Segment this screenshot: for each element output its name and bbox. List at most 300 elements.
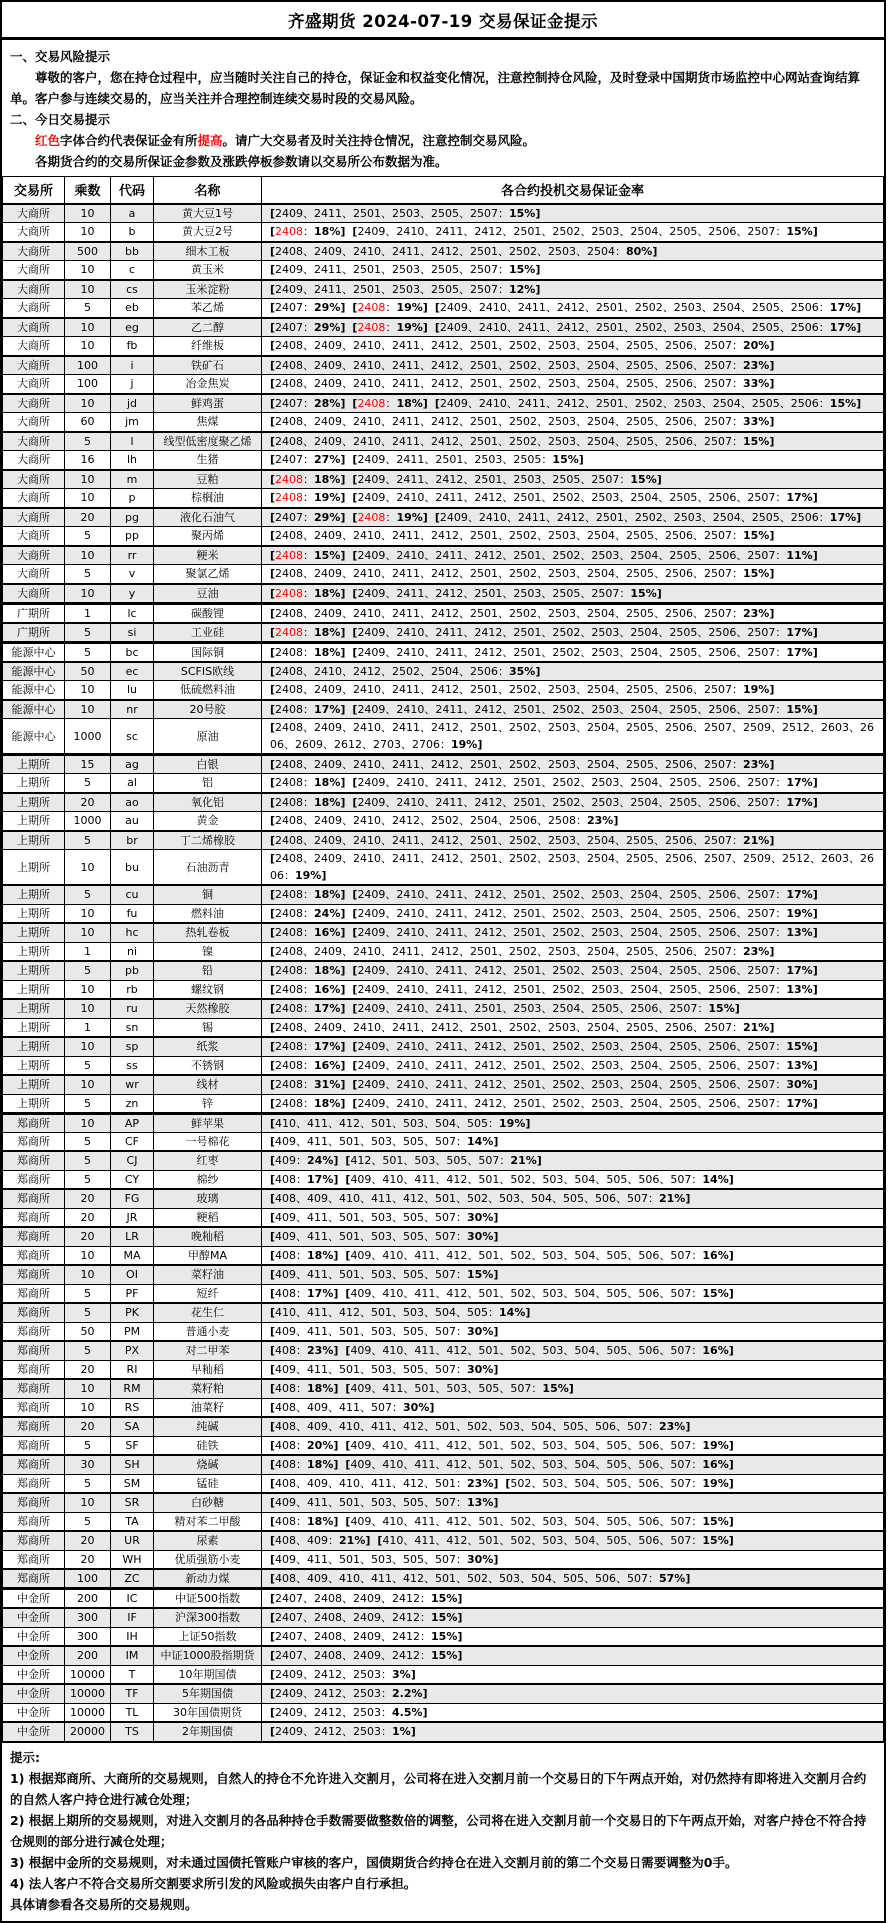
- margin-rate-cell: [262, 451, 884, 470]
- contract-list: 2408、2409、2410、2411、2412、2501、2502、2503、2504、2505、2506、2507: [275, 529, 732, 543]
- table-row: [3, 527, 884, 546]
- code-cell: CJ: [111, 1151, 154, 1170]
- contract-list: 410、411、412、501、503、504、505: [275, 1306, 489, 1320]
- code-cell: zn: [111, 1094, 154, 1113]
- margin-rate-value: 23%: [742, 358, 770, 372]
- name-cell: 氧化铝: [154, 793, 262, 812]
- table-row: [3, 662, 884, 681]
- contract-group: [2408：17%]: [270, 1040, 346, 1054]
- code-cell: CF: [111, 1132, 154, 1151]
- exchange-cell: 上期所: [3, 774, 65, 793]
- contract-group: [2408、2409、2410、2411、2412、2501、2502、2503、2504、2505、2506、2507、2509、2512、2603、2606：19%]: [270, 852, 874, 882]
- code-cell: MA: [111, 1246, 154, 1265]
- exchange-cell: 中金所: [3, 1684, 65, 1703]
- margin-rate-cell: [262, 1284, 884, 1303]
- contract-group: [2408、2409、2410、2411、2412、2501、2502、2503、2504：80%]: [270, 244, 658, 258]
- contract-group: [2408：18%]: [270, 225, 346, 239]
- contract-list: 2409、2412、2503: [275, 1667, 382, 1681]
- margin-rate-value: 28%: [314, 396, 341, 410]
- margin-rate-value: 31%: [314, 1078, 341, 1092]
- multiplier-cell: 100: [65, 375, 111, 394]
- margin-rate-value: 13%: [786, 926, 813, 940]
- contract-group: [2408、2409、2410、2411、2412、2501、2502、2503、2504、2505、2506、2507、2509、2512、2603、2606、2609、2612、2703、2706：19%]: [270, 721, 874, 751]
- contract-group: [408：18%]: [270, 1514, 339, 1528]
- margin-rate-value: 19%: [396, 510, 423, 524]
- contract-group: [408、409、410、411、412、501、502、503、504、505、506、507：57%]: [270, 1572, 691, 1585]
- margin-rate-value: 17%: [786, 964, 813, 978]
- code-cell: ss: [111, 1056, 154, 1075]
- contract-list: 2409、2411、2412、2501、2503、2505、2507: [357, 472, 620, 486]
- contract-group: [409、410、411、412、501、502、503、504、505、506、507：16%]: [345, 1248, 734, 1262]
- exchange-cell: 上期所: [3, 904, 65, 923]
- code-cell: IH: [111, 1627, 154, 1646]
- name-cell: 油菜籽: [154, 1398, 262, 1417]
- exchange-cell: 郑商所: [3, 1170, 65, 1189]
- contract-list: 2409、2411、2501、2503、2505、2507: [275, 206, 498, 220]
- code-cell: IC: [111, 1589, 154, 1609]
- contract-group: [2407、2408、2409、2412：15%]: [270, 1592, 463, 1605]
- contract-group: [2408、2409、2410、2411、2412、2501、2502、2503、2504、2505、2506、2507：15%]: [270, 434, 775, 448]
- multiplier-cell: 5: [65, 831, 111, 850]
- table-row: [3, 1436, 884, 1455]
- code-cell: sp: [111, 1037, 154, 1056]
- name-cell: 甲醇MA: [154, 1246, 262, 1265]
- name-cell: 中证500指数: [154, 1589, 262, 1609]
- contract-list: 2408、2409、2410、2411、2412、2501、2502、2503、2504、2505、2506、2507: [275, 833, 732, 847]
- margin-rate-cell: [262, 980, 884, 999]
- margin-rate-value: 30%: [467, 1552, 494, 1566]
- margin-rate-value: 21%: [742, 833, 770, 847]
- code-cell: nr: [111, 700, 154, 719]
- margin-rate-value: 16%: [702, 1458, 729, 1472]
- exchange-cell: 大商所: [3, 546, 65, 565]
- margin-rate-cell: [262, 1569, 884, 1589]
- margin-rate-cell: [262, 1512, 884, 1531]
- multiplier-cell: 10: [65, 546, 111, 565]
- contract-list: 2407、2408、2409、2412: [275, 1629, 421, 1643]
- margin-rate-value: 14%: [702, 1172, 729, 1186]
- contract-list: 2407、2408、2409、2412: [275, 1592, 421, 1605]
- margin-rate-cell: [262, 904, 884, 923]
- contract-list: 2408、2409、2410、2411、2412、2501、2502、2503、2504、2505、2506、2507: [275, 339, 732, 353]
- code-cell: bu: [111, 850, 154, 886]
- code-cell: SF: [111, 1436, 154, 1455]
- margin-rate-cell: [262, 318, 884, 337]
- table-row: [3, 1189, 884, 1208]
- contract-group: [2408、2409、2410、2412、2502、2504、2506、2508：23%]: [270, 814, 619, 828]
- contract-list: 2409、2410、2411、2412、2501、2502、2503、2504、2505、2506: [439, 510, 819, 524]
- table-row: [3, 1493, 884, 1512]
- exchange-cell: 大商所: [3, 223, 65, 242]
- margin-rate-value: 15%: [467, 1268, 494, 1282]
- exchange-cell: 大商所: [3, 432, 65, 451]
- contract-group: [2409、2410、2411、2412、2501、2502、2503、2504、2505、2506、2507：17%]: [352, 964, 818, 978]
- code-cell: PX: [111, 1341, 154, 1360]
- multiplier-cell: 5: [65, 1151, 111, 1170]
- margin-rate-cell: [262, 1056, 884, 1075]
- contract-list: 408、409: [275, 1534, 329, 1548]
- table-row: [3, 1379, 884, 1398]
- table-row: [3, 242, 884, 261]
- margin-rate-value: 15%: [431, 1629, 458, 1643]
- multiplier-cell: 10: [65, 223, 111, 242]
- contract-list: 412、501、503、505、507: [350, 1154, 500, 1168]
- contract-group: [2409、2412、2503：1%]: [270, 1725, 416, 1739]
- margin-rate-cell: [262, 261, 884, 280]
- contract-list: 410、411、412、501、502、503、504、505、506、507: [382, 1534, 692, 1548]
- note-line: 4) 法人客户不符合交易所交割要求所引发的风险或损失由客户自行承担。: [10, 1875, 417, 1891]
- margin-rate-cell: [262, 489, 884, 508]
- margin-rate-value: 19%: [295, 869, 322, 882]
- raised-margin-contract: 2408: [275, 472, 304, 486]
- exchange-cell: 郑商所: [3, 1398, 65, 1417]
- margin-rate-cell: [262, 1436, 884, 1455]
- margin-rate-value: 18%: [314, 776, 341, 790]
- margin-rate-value: 21%: [658, 1192, 686, 1206]
- code-cell: cu: [111, 885, 154, 904]
- col-header-name: 名称: [154, 177, 262, 204]
- margin-rate-cell: [262, 1703, 884, 1722]
- table-row: [3, 432, 884, 451]
- contract-group: [2409、2411、2501、2503、2505：15%]: [352, 453, 584, 467]
- margin-rate-cell: [262, 1303, 884, 1322]
- multiplier-cell: 20: [65, 1360, 111, 1379]
- col-header-exchange: 交易所: [3, 177, 65, 204]
- multiplier-cell: 10: [65, 1037, 111, 1056]
- code-cell: RS: [111, 1398, 154, 1417]
- exchange-cell: 郑商所: [3, 1303, 65, 1322]
- contract-group: [409、411、501、503、505、507：30%]: [270, 1362, 499, 1376]
- intro-red-text: 红色: [35, 133, 61, 148]
- contract-group: [2409、2410、2411、2412、2501、2502、2503、2504、2505、2506、2507：30%]: [352, 1078, 818, 1092]
- margin-rate-value: 15%: [829, 396, 857, 410]
- table-row: [3, 1455, 884, 1474]
- margin-rate-value: 30%: [467, 1210, 494, 1224]
- name-cell: 细木工板: [154, 242, 262, 261]
- code-cell: CY: [111, 1170, 154, 1189]
- margin-rate-value: 18%: [314, 888, 341, 902]
- exchange-cell: 郑商所: [3, 1151, 65, 1170]
- name-cell: 红枣: [154, 1151, 262, 1170]
- table-row: [3, 356, 884, 375]
- contract-list: 2409、2410、2411、2412、2501、2502、2503、2504、2505、2506、2507: [357, 1078, 776, 1092]
- code-cell: lc: [111, 603, 154, 623]
- contract-list: 409、411、501、503、505、507: [275, 1362, 457, 1376]
- name-cell: 黄玉米: [154, 261, 262, 280]
- multiplier-cell: 20: [65, 1227, 111, 1246]
- contract-group: [2409、2410、2411、2412、2501、2502、2503、2504、2505、2506：15%]: [434, 396, 862, 410]
- margin-rate-value: 15%: [314, 548, 341, 562]
- page-title: 齐盛期货 2024-07-19 交易保证金提示: [2, 2, 884, 40]
- code-cell: IF: [111, 1608, 154, 1627]
- code-cell: v: [111, 565, 154, 584]
- margin-rate-value: 15%: [542, 1382, 569, 1396]
- contract-group: [2408：18%]: [270, 1096, 346, 1110]
- margin-rate-value: 15%: [431, 1592, 458, 1605]
- contract-list: 408: [275, 1514, 297, 1528]
- contract-list: 2409、2411、2501、2503、2505、2507: [275, 263, 498, 277]
- margin-rate-value: 17%: [829, 301, 857, 315]
- contract-group: [408：17%]: [270, 1172, 339, 1186]
- contract-list: 2409、2410、2411、2412、2501、2502、2503、2504、2505、2506、2507: [357, 906, 776, 920]
- exchange-cell: 上期所: [3, 812, 65, 831]
- name-cell: 棉纱: [154, 1170, 262, 1189]
- contract-group: [2407、2408、2409、2412：15%]: [270, 1649, 463, 1663]
- code-cell: bc: [111, 642, 154, 662]
- contract-list: 2408、2409、2410、2411、2412、2501、2502、2503、2504、2505、2506、2507、2509、2512、2603、2606、2609、2612、2703、2706: [270, 721, 874, 751]
- multiplier-cell: 10: [65, 261, 111, 280]
- table-row: [3, 681, 884, 700]
- table-row: [3, 1417, 884, 1436]
- margin-rate-value: 33%: [742, 415, 770, 429]
- contract-group: [2407、2408、2409、2412：15%]: [270, 1611, 463, 1625]
- contract-group: [2408：16%]: [270, 1058, 346, 1072]
- table-row: [3, 413, 884, 432]
- margin-rate-value: 14%: [499, 1306, 526, 1320]
- contract-list: 409、410、411、412、501、502、503、504、505、506、507: [350, 1248, 692, 1262]
- multiplier-cell: 10: [65, 470, 111, 489]
- contract-group: [409、411、501、503、505、507：30%]: [270, 1230, 499, 1244]
- multiplier-cell: 60: [65, 413, 111, 432]
- margin-rate-value: 29%: [314, 301, 341, 315]
- multiplier-cell: 5: [65, 1436, 111, 1455]
- multiplier-cell: 50: [65, 1322, 111, 1341]
- margin-rate-value: 21%: [510, 1154, 537, 1168]
- multiplier-cell: 20: [65, 508, 111, 527]
- table-row: [3, 261, 884, 280]
- multiplier-cell: 10: [65, 1379, 111, 1398]
- raised-margin-contract: 2408: [357, 320, 386, 334]
- name-cell: 晚籼稻: [154, 1227, 262, 1246]
- margin-rate-value: 19%: [786, 906, 813, 920]
- margin-rate-cell: [262, 1417, 884, 1436]
- margin-rate-cell: [262, 394, 884, 413]
- exchange-cell: 大商所: [3, 470, 65, 489]
- raised-margin-contract: 2408: [275, 225, 304, 239]
- contract-group: [2408：18%]: [270, 472, 346, 486]
- code-cell: jm: [111, 413, 154, 432]
- table-row: [3, 700, 884, 719]
- code-cell: cs: [111, 280, 154, 299]
- margin-rate-value: 18%: [314, 586, 341, 600]
- contract-list: 2408: [275, 645, 304, 659]
- name-cell: 白银: [154, 755, 262, 774]
- code-cell: ao: [111, 793, 154, 812]
- table-row: [3, 204, 884, 223]
- margin-rate-cell: [262, 204, 884, 223]
- name-cell: 粳稻: [154, 1208, 262, 1227]
- margin-rate-value: 30%: [403, 1400, 430, 1414]
- code-cell: ru: [111, 999, 154, 1018]
- contract-list: 409、411、501、503、505、507: [275, 1324, 457, 1338]
- multiplier-cell: 10: [65, 850, 111, 886]
- table-row: [3, 1627, 884, 1646]
- exchange-cell: 上期所: [3, 942, 65, 961]
- contract-list: 2408: [275, 1096, 304, 1110]
- exchange-cell: 广期所: [3, 623, 65, 643]
- exchange-cell: 能源中心: [3, 719, 65, 755]
- contract-list: 409、410、411、412、501、502、503、504、505、506、507: [350, 1514, 692, 1528]
- exchange-cell: 广期所: [3, 603, 65, 623]
- margin-rate-value: 18%: [314, 225, 341, 239]
- name-cell: 国际铜: [154, 642, 262, 662]
- contract-list: 410、411、412、501、503、504、505: [275, 1116, 489, 1130]
- code-cell: OI: [111, 1265, 154, 1284]
- contract-list: 409、411、501、503、505、507: [275, 1134, 457, 1148]
- intro-text: 一、交易风险提示: [10, 49, 111, 64]
- contract-group: [2409、2410、2411、2412、2501、2502、2503、2504、2505、2506、2507：13%]: [352, 926, 818, 940]
- margin-rate-value: 18%: [307, 1382, 334, 1396]
- exchange-cell: 能源中心: [3, 662, 65, 681]
- margin-rate-cell: [262, 1531, 884, 1550]
- code-cell: IM: [111, 1646, 154, 1665]
- code-cell: PK: [111, 1303, 154, 1322]
- exchange-cell: 郑商所: [3, 1246, 65, 1265]
- contract-group: [2409、2410、2411、2412、2501、2502、2503、2504、2505、2506、2507：15%]: [352, 1040, 818, 1054]
- code-cell: ni: [111, 942, 154, 961]
- contract-group: [409、411、501、503、505、507：15%]: [270, 1268, 499, 1282]
- table-row: [3, 1341, 884, 1360]
- margin-rate-cell: [262, 1665, 884, 1684]
- multiplier-cell: 1000: [65, 812, 111, 831]
- multiplier-cell: 10000: [65, 1665, 111, 1684]
- margin-rate-cell: [262, 1589, 884, 1609]
- margin-rate-value: 3%: [392, 1667, 411, 1681]
- code-cell: wr: [111, 1075, 154, 1094]
- margin-rate-value: 17%: [786, 645, 813, 659]
- table-row: [3, 508, 884, 527]
- contract-group: [408、409、410、411、412、501、502、503、504、505、506、507：21%]: [270, 1192, 691, 1206]
- margin-rate-cell: [262, 1132, 884, 1151]
- multiplier-cell: 20: [65, 1531, 111, 1550]
- contract-group: [2409、2411、2501、2503、2505、2507：12%]: [270, 282, 541, 296]
- name-cell: 纤维板: [154, 337, 262, 356]
- col-header-margin-rate: 各合约投机交易保证金率: [262, 177, 884, 204]
- multiplier-cell: 200: [65, 1589, 111, 1609]
- table-row: [3, 1246, 884, 1265]
- exchange-cell: 中金所: [3, 1608, 65, 1627]
- table-row: [3, 1531, 884, 1550]
- margin-rate-value: 30%: [467, 1324, 494, 1338]
- table-row: [3, 774, 884, 793]
- table-row: [3, 755, 884, 774]
- raised-margin-contract: 2408: [275, 586, 304, 600]
- name-cell: 铝: [154, 774, 262, 793]
- table-row: [3, 603, 884, 623]
- note-line: 1) 根据郑商所、大商所的交易规则，自然人的持仓不允许进入交割月，公司将在进入交割月前一个交易日的下午两点开始，对仍然持有即将进入交割月合约的自然人客户持仓进行减仓处理；: [10, 1770, 867, 1807]
- multiplier-cell: 10: [65, 1493, 111, 1512]
- contract-group: [2409、2411、2412、2501、2503、2505、2507：15%]: [352, 472, 662, 486]
- contract-group: [408：20%]: [270, 1438, 339, 1452]
- margin-rate-cell: [262, 700, 884, 719]
- contract-list: 2409、2410、2411、2412、2501、2502、2503、2504、2505、2506、2507: [357, 964, 776, 978]
- margin-rate-value: 17%: [314, 1002, 341, 1016]
- margin-rate-value: 19%: [702, 1438, 729, 1452]
- contract-group: [409、411、501、503、505、507：15%]: [345, 1382, 574, 1396]
- multiplier-cell: 10: [65, 280, 111, 299]
- contract-group: [2408、2409、2410、2411、2412、2501、2502、2503、2504、2505、2506、2507：23%]: [270, 358, 775, 372]
- margin-rate-cell: [262, 527, 884, 546]
- margin-rate-cell: [262, 1018, 884, 1037]
- margin-rate-value: 23%: [467, 1476, 494, 1490]
- table-row: [3, 584, 884, 604]
- margin-rate-cell: [262, 850, 884, 886]
- raised-margin-contract: 2408: [275, 491, 304, 505]
- multiplier-cell: 100: [65, 356, 111, 375]
- contract-group: [408：18%]: [270, 1458, 339, 1472]
- margin-rate-value: 19%: [702, 1476, 729, 1490]
- contract-group: [2408、2409、2410、2411、2412、2501、2502、2503、2504、2505、2506、2507：21%]: [270, 1020, 775, 1034]
- exchange-cell: 大商所: [3, 280, 65, 299]
- exchange-cell: 中金所: [3, 1722, 65, 1741]
- margin-rate-value: 15%: [509, 263, 536, 277]
- contract-group: [409、410、411、412、501、502、503、504、505、506、507：16%]: [345, 1344, 734, 1358]
- contract-list: 408、409、410、411、412、501: [275, 1476, 457, 1490]
- contract-group: [408：17%]: [270, 1286, 339, 1300]
- name-cell: 早籼稻: [154, 1360, 262, 1379]
- contract-group: [410、411、412、501、503、504、505：19%]: [270, 1116, 531, 1130]
- margin-rate-value: 24%: [314, 906, 341, 920]
- table-row: [3, 1684, 884, 1703]
- table-row: [3, 318, 884, 337]
- intro-text: 二、今日交易提示: [10, 112, 111, 127]
- notes-list: [10, 1768, 876, 1915]
- exchange-cell: 大商所: [3, 451, 65, 470]
- margin-rate-value: 21%: [339, 1534, 366, 1548]
- name-cell: 黄金: [154, 812, 262, 831]
- multiplier-cell: 10: [65, 318, 111, 337]
- contract-list: 2407: [275, 320, 304, 334]
- margin-rate-cell: [262, 1208, 884, 1227]
- exchange-cell: 大商所: [3, 584, 65, 604]
- multiplier-cell: 10000: [65, 1684, 111, 1703]
- table-row: [3, 1094, 884, 1113]
- col-header-multiplier: 乘数: [65, 177, 111, 204]
- name-cell: 线材: [154, 1075, 262, 1094]
- margin-rate-cell: [262, 1646, 884, 1665]
- contract-group: [2408：15%]: [270, 548, 346, 562]
- margin-rate-cell: [262, 623, 884, 643]
- intro-text: 各期货合约的交易所保证金参数及涨跌停板参数请以交易所公布数据为准。: [35, 154, 448, 169]
- exchange-cell: 上期所: [3, 831, 65, 850]
- margin-rate-value: 15%: [742, 529, 770, 543]
- margin-rate-value: 17%: [307, 1286, 334, 1300]
- margin-rate-value: 29%: [314, 510, 341, 524]
- multiplier-cell: 5: [65, 299, 111, 318]
- code-cell: FG: [111, 1189, 154, 1208]
- contract-group: [408、409、411、507：30%]: [270, 1400, 435, 1414]
- contract-list: 409、410、411、412、501、502、503、504、505、506、507: [350, 1172, 692, 1186]
- contract-list: 408、409、410、411、412、501、502、503、504、505、506、507: [275, 1192, 648, 1206]
- contract-group: [409、410、411、412、501、502、503、504、505、506、507：16%]: [345, 1458, 734, 1472]
- margin-rate-value: 16%: [314, 982, 341, 996]
- contract-list: 408、409、411、507: [275, 1400, 393, 1414]
- contract-group: [409：24%]: [270, 1154, 339, 1168]
- margin-rate-value: 17%: [829, 320, 857, 334]
- multiplier-cell: 10: [65, 1246, 111, 1265]
- contract-group: [2409、2410、2411、2412、2501、2502、2503、2504、2505、2506：17%]: [434, 510, 862, 524]
- margin-rate-value: 19%: [314, 491, 341, 505]
- contract-group: [409、410、411、412、501、502、503、504、505、506、507：14%]: [345, 1172, 734, 1186]
- contract-group: [2408：18%]: [270, 586, 346, 600]
- name-cell: 乙二醇: [154, 318, 262, 337]
- name-cell: 一号棉花: [154, 1132, 262, 1151]
- exchange-cell: 郑商所: [3, 1189, 65, 1208]
- multiplier-cell: 10: [65, 1113, 111, 1132]
- margin-rate-cell: [262, 1151, 884, 1170]
- code-cell: rr: [111, 546, 154, 565]
- intro-line: [10, 151, 876, 172]
